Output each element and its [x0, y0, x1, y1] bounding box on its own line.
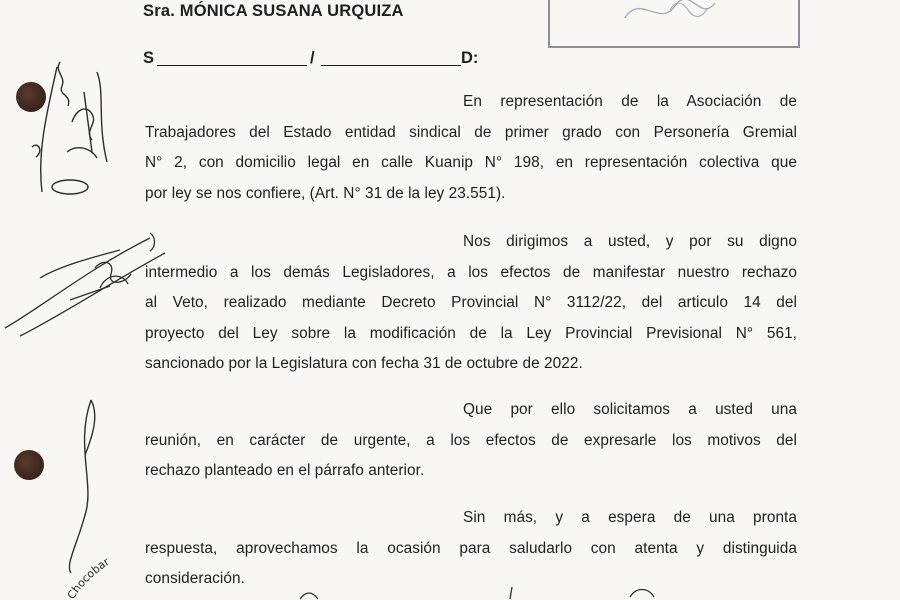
paragraph-2: [145, 227, 797, 380]
paragraph-1: [145, 87, 797, 209]
paragraph-2-line-1: Nos dirigimos a usted, y por su digno: [463, 233, 797, 250]
paragraph-3: [145, 395, 797, 487]
paragraph-3-line-1: Que por ello solicitamos a usted una: [463, 401, 797, 418]
handwritten-seal-top: [12, 52, 127, 202]
paragraph-4: [145, 503, 797, 595]
handwritten-stamp-middle: [0, 228, 170, 343]
slash-label: /: [310, 49, 315, 67]
paragraph-3-line-3: rechazo planteado en el párrafo anterior.: [145, 462, 425, 479]
bottom-signature-strokes: [290, 585, 670, 600]
paragraph-4-line-3: consideración.: [145, 570, 245, 587]
paragraph-4-line-2: respuesta, aprovechamos la ocasión para saludarlo con atenta y distinguida: [145, 539, 797, 557]
paragraph-3-line-2: reunión, en carácter de urgente, a los efectos de expresarle los motivos del: [145, 431, 797, 449]
salutation-rule-2: [321, 65, 461, 66]
s-label: S: [143, 49, 155, 67]
handwritten-stamp-bottom: [65, 545, 145, 600]
svg-text:Chocobar: Chocobar: [65, 555, 112, 600]
stamp-signature-scribble: [550, 0, 798, 46]
paragraph-2-line-2: intermedio a los demás Legisladores, a los efectos de manifestar nuestro rechazo: [145, 263, 797, 281]
hole-punch-mark-bottom: [14, 450, 44, 480]
hole-punch-mark-top: [16, 82, 46, 112]
salutation-rule-1: [157, 65, 307, 66]
paragraph-2-line-4: proyecto del Ley sobre la modificación de la Ley Provincial Previsional N° 561,: [145, 324, 797, 342]
paragraph-1-line-1: En representación de la Asociación de: [463, 93, 797, 110]
paragraph-2-line-3: al Veto, realizado mediante Decreto Provincial N° 3112/22, del articulo 14 del: [145, 294, 797, 311]
d-label: D:: [461, 49, 479, 67]
recipient-name: Sra. MÓNICA SUSANA URQUIZA: [143, 2, 404, 20]
salutation-line: [143, 46, 483, 76]
receipt-stamp: [548, 0, 800, 48]
paragraph-1-line-2: Trabajadores del Estado entidad sindical de primer grado con Personería Gremial: [145, 123, 797, 141]
paragraph-1-line-4: por ley se nos confiere, (Art. N° 31 de la ley 23.551).: [145, 184, 506, 202]
paragraph-1-line-3: N° 2, con domicilio legal en calle Kuanip N° 198, en representación colectiva que: [145, 154, 797, 171]
paragraph-4-line-1: Sin más, y a espera de una pronta: [463, 509, 797, 526]
paragraph-2-line-5: sancionado por la Legislatura con fecha 31 de octubre de 2022.: [145, 355, 583, 372]
